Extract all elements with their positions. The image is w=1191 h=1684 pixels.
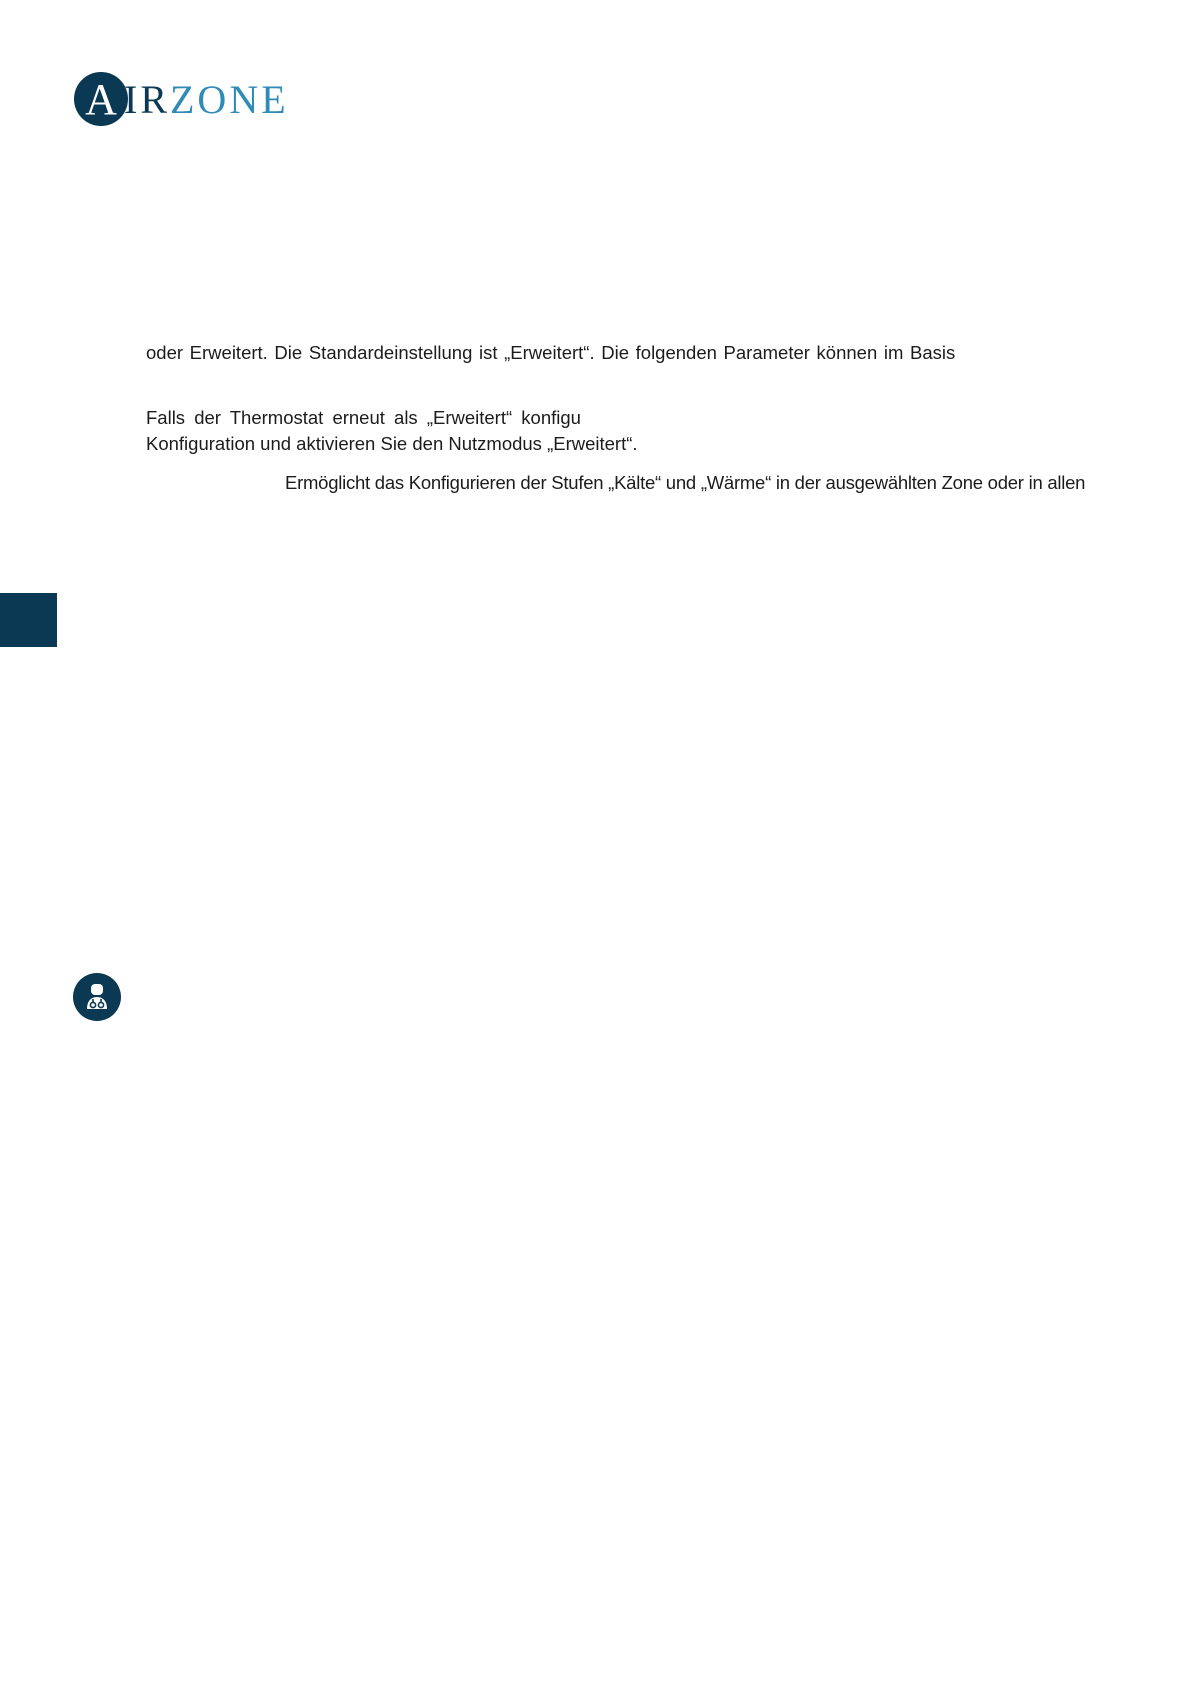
installer-icon [73,973,121,1021]
airzone-logo [74,71,294,129]
logo-wordmark [124,77,289,123]
body-text-line: oder Erweitert. Die Standardeinstellung ist „Erweitert“. Die folgenden Parameter können im Basis [146,342,956,363]
body-text-line: Ermöglicht das Konfigurieren der Stufen „Kälte“ und „Wärme“ in der ausgewählten Zone oder in allen [285,472,1086,493]
logo-letters-ir: IR [124,77,170,122]
body-text-line: Konfiguration und aktivieren Sie den Nutzmodus „Erweitert“. [146,433,638,454]
logo-letter-a: A [85,75,117,124]
body-text-line: Falls der Thermostat erneut als „Erweitert“ konfigu [146,407,581,428]
section-tab [0,593,57,647]
installer-icon-glyph [73,973,121,1021]
logo-letters-zone: ZONE [170,77,289,122]
